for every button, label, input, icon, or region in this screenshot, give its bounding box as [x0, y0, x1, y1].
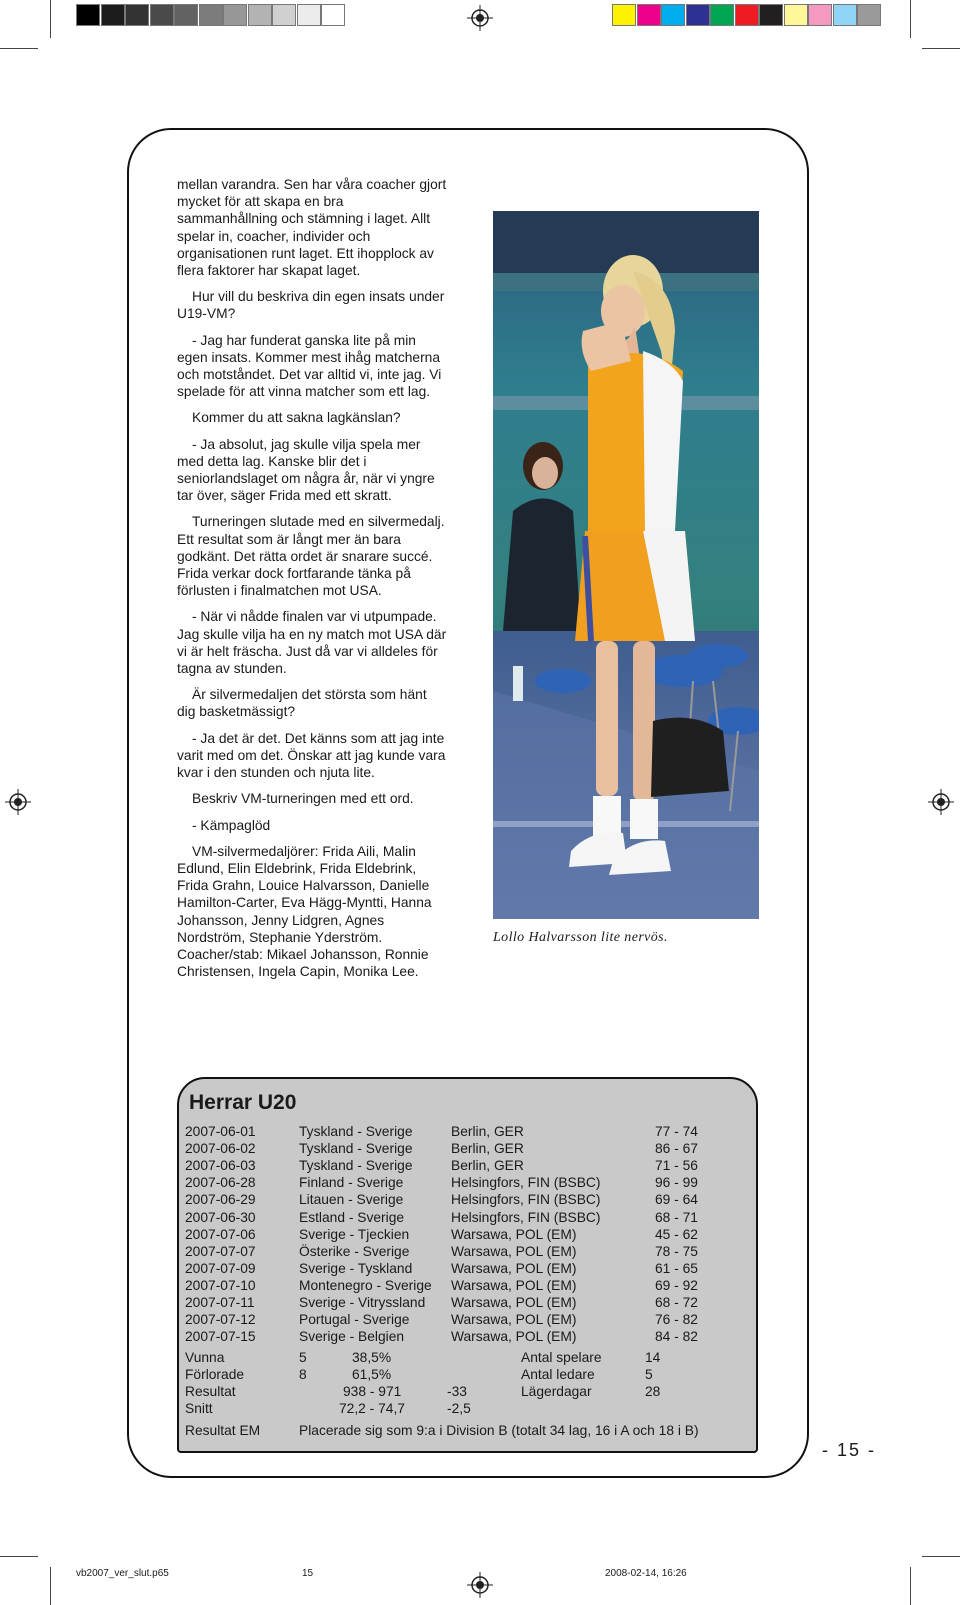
gray-swatch — [174, 4, 198, 26]
crop-mark — [50, 1567, 51, 1605]
game-row — [179, 1158, 756, 1175]
article-paragraph: - Ja det är det. Det känns som att jag inte varit med om det. Önskar att jag kunde vara kvar i den stunden och njuta lite. — [177, 730, 446, 781]
game-venue: Helsingfors, FIN (BSBC) — [451, 1175, 601, 1191]
game-venue: Warsawa, POL (EM) — [451, 1226, 577, 1242]
crop-mark — [922, 1556, 960, 1557]
photo-caption: Lollo Halvarsson lite nervös. — [493, 930, 668, 945]
gray-swatch — [76, 4, 100, 26]
game-score: 68 - 71 — [655, 1209, 698, 1225]
game-venue: Warsawa, POL (EM) — [451, 1243, 577, 1259]
antal-spelare-label: Antal spelare — [521, 1350, 602, 1365]
game-row — [179, 1295, 756, 1312]
vunna-count: 5 — [299, 1350, 307, 1365]
game-score: 45 - 62 — [655, 1226, 698, 1242]
game-row — [179, 1227, 756, 1244]
game-date: 2007-07-06 — [185, 1226, 256, 1242]
antal-ledare-label: Antal ledare — [521, 1367, 595, 1382]
game-row — [179, 1261, 756, 1278]
player-photo — [493, 211, 759, 919]
antal-ledare-value: 5 — [645, 1367, 653, 1382]
resultat-em-label: Resultat EM — [185, 1423, 261, 1438]
game-teams: Sverige - Tyskland — [299, 1260, 413, 1276]
game-venue: Helsingfors, FIN (BSBC) — [451, 1192, 601, 1208]
summary-row — [179, 1350, 756, 1367]
game-row — [179, 1124, 756, 1141]
gray-swatch — [125, 4, 149, 26]
game-row — [179, 1312, 756, 1329]
summary-row — [179, 1384, 756, 1401]
registration-mark-icon — [467, 1572, 493, 1598]
game-teams: Montenegro - Sverige — [299, 1277, 432, 1293]
stats-box — [177, 1077, 758, 1453]
page-number: - 15 - — [822, 1440, 877, 1460]
color-swatch — [686, 4, 710, 26]
forlorade-count: 8 — [299, 1367, 307, 1382]
game-venue: Warsawa, POL (EM) — [451, 1329, 577, 1345]
game-teams: Finland - Sverige — [299, 1175, 404, 1191]
color-swatch — [784, 4, 808, 26]
game-score: 78 - 75 — [655, 1243, 698, 1259]
gray-swatch — [321, 4, 345, 26]
game-teams: Sverige - Belgien — [299, 1329, 405, 1345]
summary-row — [179, 1423, 756, 1440]
slug-filename: vb2007_ver_slut.p65 — [76, 1568, 169, 1579]
lagerdagar-value: 28 — [645, 1384, 661, 1399]
game-score: 68 - 72 — [655, 1295, 698, 1310]
game-row — [179, 1210, 756, 1227]
gray-swatch — [297, 4, 321, 26]
forlorade-label: Förlorade — [185, 1367, 245, 1382]
game-row — [179, 1175, 756, 1192]
article-paragraph: Beskriv VM-turneringen med ett ord. — [192, 791, 414, 807]
color-swatch — [857, 4, 881, 26]
game-teams: Estland - Sverige — [299, 1209, 405, 1225]
game-date: 2007-07-09 — [185, 1260, 256, 1276]
game-date: 2007-07-15 — [185, 1329, 256, 1345]
game-score: 86 - 67 — [655, 1141, 698, 1157]
crop-mark — [0, 1556, 38, 1557]
snitt-value: 72,2 - 74,7 — [339, 1401, 405, 1416]
game-venue: Helsingfors, FIN (BSBC) — [451, 1209, 601, 1225]
game-row — [179, 1278, 756, 1295]
article-paragraph: Turneringen slutade med en silvermedalj. Ett resultat som är långt mer än bara godkänt. Det rätta ordet är snarare succé. Frida verkar dock fortfarande tänka på förlusten i finalmatchen mot USA. — [177, 514, 445, 599]
game-score: 69 - 64 — [655, 1192, 698, 1208]
game-score: 76 - 82 — [655, 1312, 698, 1328]
game-date: 2007-07-10 — [185, 1277, 256, 1293]
article-paragraph: VM-silvermedaljörer: Frida Aili, Malin Edlund, Elin Eldebrink, Frida Eldebrink, Frida Grahn, Louice Halvarsson, Danielle Hamilton-Carter, Eva Hägg-Myntti, Hanna Johansson, Jenny Lidgren, Agnes Nordström, Stephanie Yderström. Coacher/stab: Mikael Johansson, Ronnie Christensen, Ingela Capin, Monika Lee. — [177, 843, 432, 980]
game-date: 2007-06-28 — [185, 1175, 256, 1191]
game-score: 84 - 82 — [655, 1329, 698, 1345]
game-score: 96 - 99 — [655, 1175, 698, 1191]
game-date: 2007-07-07 — [185, 1243, 256, 1259]
game-venue: Warsawa, POL (EM) — [451, 1277, 577, 1293]
game-date: 2007-07-11 — [185, 1295, 255, 1310]
color-swatch — [661, 4, 685, 26]
crop-mark — [922, 48, 960, 49]
game-date: 2007-06-02 — [185, 1141, 256, 1157]
game-date: 2007-06-03 — [185, 1158, 256, 1174]
game-teams: Tyskland - Sverige — [299, 1158, 413, 1174]
registration-mark-icon — [5, 789, 31, 815]
game-row — [179, 1244, 756, 1261]
vunna-label: Vunna — [185, 1350, 225, 1365]
game-teams: Litauen - Sverige — [299, 1192, 404, 1208]
game-date: 2007-07-12 — [185, 1312, 256, 1328]
game-date: 2007-06-01 — [185, 1124, 256, 1139]
gray-swatch — [223, 4, 247, 26]
color-swatch — [612, 4, 636, 26]
game-row — [179, 1192, 756, 1209]
color-swatch — [833, 4, 857, 26]
game-row — [179, 1141, 756, 1158]
game-venue: Warsawa, POL (EM) — [451, 1295, 577, 1310]
color-swatch — [637, 4, 661, 26]
crop-mark — [50, 0, 51, 38]
article-paragraph: Hur vill du beskriva din egen insats under U19-VM? — [177, 289, 445, 322]
article-body — [177, 176, 447, 989]
game-teams: Tyskland - Sverige — [299, 1141, 413, 1157]
gray-swatch — [101, 4, 125, 26]
game-teams: Sverige - Vitryssland — [299, 1295, 426, 1310]
game-venue: Warsawa, POL (EM) — [451, 1312, 577, 1328]
game-teams: Portugal - Sverige — [299, 1312, 410, 1328]
game-date: 2007-06-29 — [185, 1192, 256, 1208]
slug-page: 15 — [302, 1568, 314, 1579]
resultat-em-value: Placerade sig som 9:a i Division B (totalt 34 lag, 16 i A och 18 i B) — [299, 1423, 699, 1438]
registration-mark-icon — [928, 789, 954, 815]
crop-mark — [0, 48, 38, 49]
resultat-label: Resultat — [185, 1384, 236, 1399]
color-swatch — [735, 4, 759, 26]
article-paragraph: mellan varandra. Sen har våra coacher gjort mycket för att skapa en bra sammanhållning och stämning i laget. Allt spelar in, coacher, individer och organisationen runt laget. Ett ihopplock av flera faktorer har skapat laget. — [177, 177, 447, 279]
summary-row — [179, 1401, 756, 1418]
game-score: 69 - 92 — [655, 1277, 698, 1293]
forlorade-pct: 61,5% — [352, 1367, 392, 1382]
lagerdagar-label: Lägerdagar — [521, 1384, 592, 1399]
summary-row — [179, 1367, 756, 1384]
game-teams: Tyskland - Sverige — [299, 1124, 413, 1139]
article-paragraph: Kommer du att sakna lagkänslan? — [192, 410, 401, 426]
crop-mark — [910, 0, 911, 38]
color-swatch — [808, 4, 832, 26]
gray-swatch — [150, 4, 174, 26]
crop-mark — [910, 1567, 911, 1605]
article-paragraph: - Ja absolut, jag skulle vilja spela mer med detta lag. Kanske blir det i seniorlandslaget om några år, när vi yngre tar över, säger Frida med ett skratt. — [177, 436, 435, 504]
article-paragraph: - Kämpaglöd — [192, 817, 271, 833]
vunna-pct: 38,5% — [352, 1350, 392, 1365]
article-paragraph: - Jag har funderat ganska lite på min egen insats. Kommer mest ihåg matcherna och motståndet. Det var alltid vi, inte jag. Vi spelade för att vinna matcher som ett lag. — [177, 332, 442, 400]
game-row — [179, 1329, 756, 1346]
snitt-label: Snitt — [185, 1401, 213, 1416]
color-swatch — [759, 4, 783, 26]
game-venue: Berlin, GER — [451, 1141, 524, 1157]
gray-swatch — [248, 4, 272, 26]
game-teams: Sverige - Tjeckien — [299, 1226, 410, 1242]
antal-spelare-value: 14 — [645, 1350, 661, 1365]
gray-swatch — [272, 4, 296, 26]
game-score: 71 - 56 — [655, 1158, 698, 1174]
article-paragraph: - När vi nådde finalen var vi utpumpade. Jag skulle vilja ha en ny match mot USA där vi är helt fräscha. Just då var vi alldeles för tagna av stunden. — [177, 609, 447, 677]
game-venue: Berlin, GER — [451, 1124, 524, 1139]
slug-datetime: 2008-02-14, 16:26 — [605, 1568, 687, 1579]
game-teams: Österike - Sverige — [299, 1243, 410, 1259]
gray-swatch — [199, 4, 223, 26]
resultat-value: 938 - 971 — [343, 1384, 402, 1399]
article-paragraph: Är silvermedaljen det största som hänt dig basketmässigt? — [177, 687, 427, 720]
game-score: 77 - 74 — [655, 1124, 698, 1139]
game-venue: Berlin, GER — [451, 1158, 524, 1174]
game-date: 2007-06-30 — [185, 1209, 256, 1225]
snitt-diff: -2,5 — [447, 1401, 471, 1416]
color-swatch — [710, 4, 734, 26]
registration-mark-icon — [467, 5, 493, 31]
stats-title: Herrar U20 — [189, 1091, 297, 1114]
game-venue: Warsawa, POL (EM) — [451, 1260, 577, 1276]
game-score: 61 - 65 — [655, 1260, 698, 1276]
resultat-diff: -33 — [447, 1384, 467, 1399]
